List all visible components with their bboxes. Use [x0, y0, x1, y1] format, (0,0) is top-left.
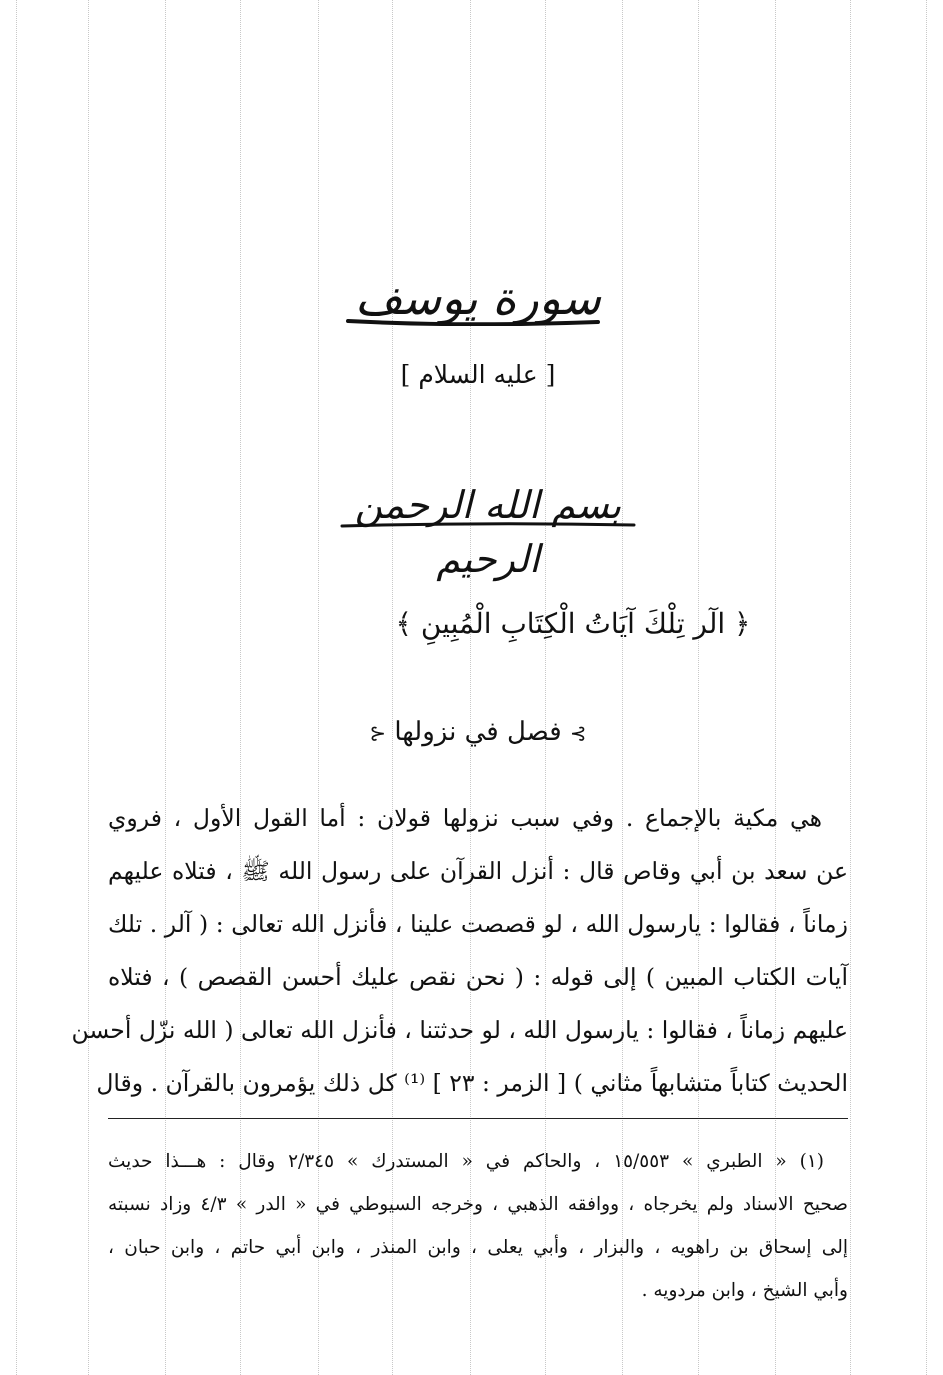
basmala-swash-stroke	[338, 520, 638, 530]
basmala-calligraphy: بسم الله الرحمن الرحيم	[354, 483, 622, 581]
surah-title: سورة يوسف	[355, 271, 601, 325]
text-line: هي مكية بالإجماع . وفي سبب نزولها قولان : أما القول الأول ، فروي	[108, 804, 822, 832]
opening-verse: ﴿ الٓر تِلْكَ آيَاتُ الْكِتَابِ الْمُبِينِ ﴾	[395, 607, 751, 640]
ornament-left-icon: ⊰	[369, 721, 387, 745]
text-line: عن سعد بن أبي وقاص قال : أنزل القرآن على رسول الله ﷺ ، فتلاه عليهم	[108, 857, 848, 885]
footnotes	[108, 1140, 848, 1312]
footnote-line: وأبي الشيخ ، وابن مردويه .	[641, 1280, 848, 1301]
surah-subtitle: [ عليه السلام ]	[400, 360, 556, 389]
footnote-separator	[108, 1118, 848, 1119]
book-page	[71, 0, 848, 1375]
footnote-line: (١) « الطبري » ١٥/٥٥٣ ، والحاكم في « المستدرك » ٢/٣٤٥ وقال : هـــذا حديث	[108, 1151, 824, 1172]
ornament-right-icon: ⊱	[569, 721, 587, 745]
text-line: عليهم زماناً ، فقالوا : يارسول الله ، لو حدثتنا ، فأنزل الله تعالى ( الله نزّل أحسن	[71, 1016, 848, 1044]
section-heading	[338, 712, 618, 753]
footnote-line: إلى إسحاق بن راهويه ، والبزار ، وأبي يعلى ، وابن المنذر ، وابن أبي حاتم ، وابن حبان ،	[108, 1237, 848, 1258]
text-line: الحديث كتاباً متشابهاً مثاني ) [ الزمر : ٢٣ ] ⁽¹⁾ كل ذلك يؤمرون بالقرآن . وقال	[96, 1069, 848, 1097]
main-text	[71, 792, 848, 1110]
text-line: آيات الكتاب المبين ) إلى قوله : ( نحن نقص عليك أحسن القصص ) ، فتلاه	[108, 963, 848, 991]
footnote-line: صحيح الاسناد ولم يخرجاه ، ووافقه الذهبي ، وخرجه السيوطي في « الدر » ٤/٣ وزاد نسبته	[108, 1194, 848, 1215]
text-line: زماناً ، فقالوا : يارسول الله ، لو قصصت علينا ، فأنزل الله تعالى : ( آلر . تلك	[108, 910, 848, 938]
title-swash-stroke	[346, 318, 600, 326]
section-heading-text: فصل في نزولها	[394, 717, 562, 747]
